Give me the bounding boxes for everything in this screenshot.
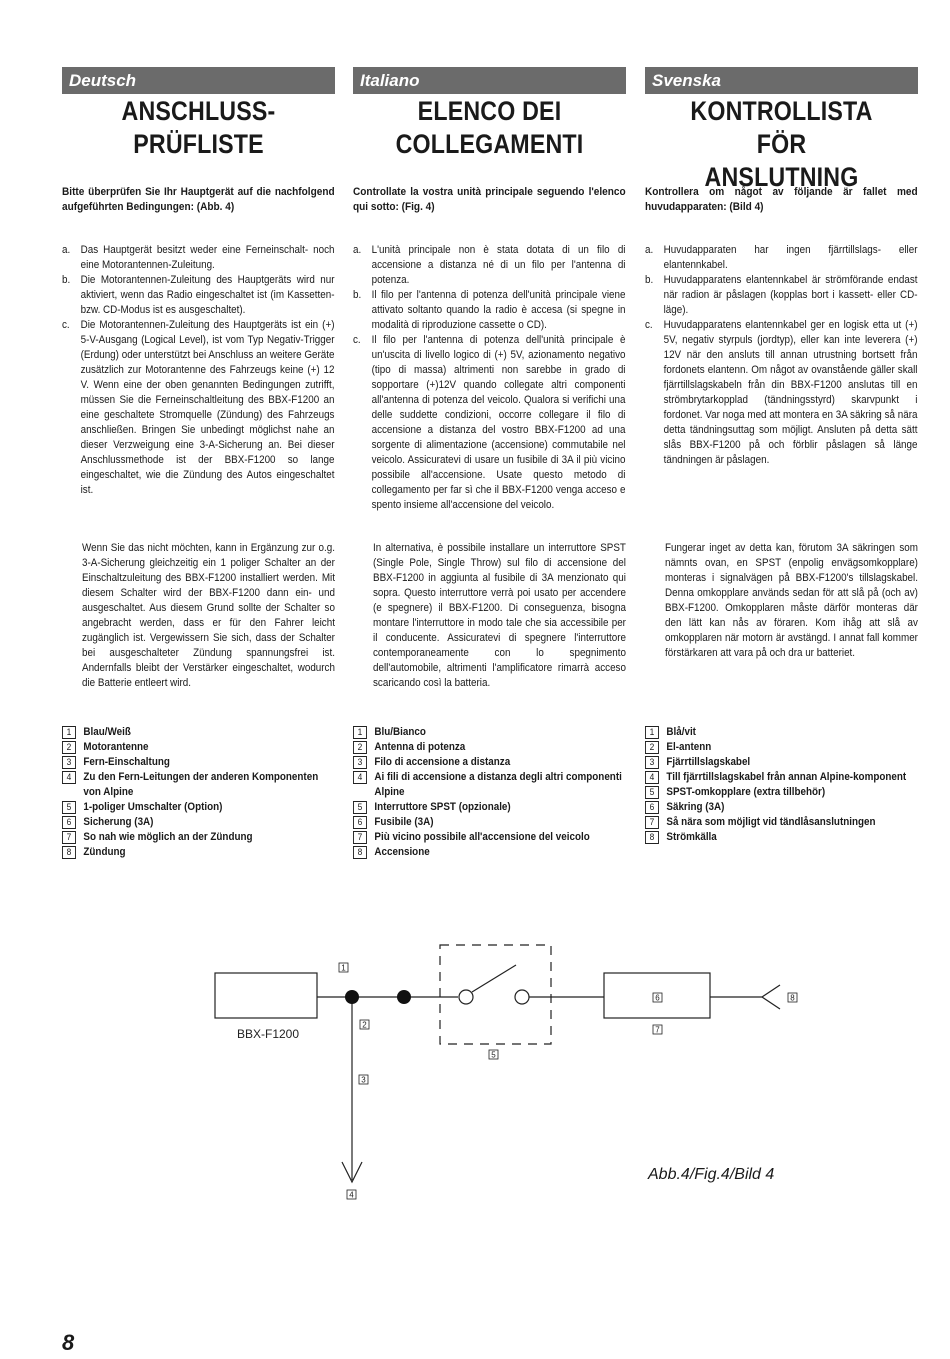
item-text: Das Hauptgerät besitzt weder eine Ferneinschalt- noch eine Motorantennen-Zuleitung.: [80, 244, 335, 271]
junction-dot: [397, 990, 411, 1004]
svg-text:7: 7: [655, 1025, 660, 1035]
switch-lever: [472, 965, 516, 992]
switch-option-frame: [440, 945, 551, 1044]
language-header: Deutsch: [62, 67, 335, 94]
callout-3: [359, 1075, 368, 1085]
title-line-1: KONTROLLISTA FÖR: [690, 96, 873, 159]
item-text: L'unità principale non è stata dotata di un filo di accensione a distanza né di un filo per l'antenna di potenza.: [371, 244, 626, 286]
legend-text: Till fjärrtillslagskabel från annan Alpine-komponent: [666, 771, 907, 783]
intro-text: Bitte überprüfen Sie Ihr Hauptgerät auf die nachfolgend aufgeführten Bedingungen: (Abb. 4): [62, 186, 335, 213]
legend-text: Motorantenne: [83, 741, 149, 753]
legend-number: 1: [353, 726, 367, 739]
legend-text: Zündung: [83, 846, 126, 858]
legend-number: 1: [62, 726, 76, 739]
legend-text: Sicherung (3A): [83, 816, 154, 828]
legend-text: Fusibile (3A): [374, 816, 434, 828]
intro-text: Controllate la vostra unità principale seguendo l'elenco qui sotto: (Fig. 4): [353, 186, 626, 213]
legend-number: 1: [645, 726, 659, 739]
legend-text: Filo di accensione a distanza: [374, 756, 511, 768]
legend-number: 7: [62, 831, 76, 844]
legend-number: 6: [62, 816, 76, 829]
item-marker: b.: [353, 289, 362, 301]
item-text: Die Motorantennen-Zuleitung des Hauptgeräts ist ein (+) 5-V-Ausgang (Logical Level), ist vom Typ Negativ-Trigger (Erdung) oder unterstützt bei Anschluss an weitere Geräte zusätzlich zur Motorantenne des Fahrzeugs keine (+) 12 V. Wenn eine der oben genannten Bedingungen zutrifft, müssen Sie die Ferneinschaltleitung des BBX-F1200 an eine geschaltete Stromquelle (Zündung) des Fahrzeugs anschließen. Bringen Sie unbedingt möglichst nahe an dieser Verzweigung eine 3-A-Sicherung an. Bei dieser Anschlussmethode ist der BBX-F1200 so lange eingeschaltet, wie die Zündung des Autos eingeschaltet ist.: [80, 319, 335, 496]
ignition-terminal: [762, 985, 780, 1009]
callout-8: [788, 993, 797, 1003]
legend-text: SPST-omkopplare (extra tillbehör): [666, 786, 826, 798]
page-number: 8: [62, 1330, 75, 1355]
legend-text: Più vicino possibile all'accensione del veicolo: [374, 831, 590, 843]
junction-dot: [345, 990, 359, 1004]
item-marker: a.: [353, 244, 362, 256]
callout-5: [489, 1050, 498, 1060]
amplifier-box: [215, 973, 317, 1018]
svg-text:4: 4: [349, 1190, 354, 1200]
legend-text: Fjärrtillslagskabel: [666, 756, 751, 768]
svg-text:3: 3: [361, 1075, 366, 1085]
legend-number: 5: [62, 801, 76, 814]
legend-text: Antenna di potenza: [374, 741, 466, 753]
callout-6: [653, 993, 662, 1003]
body-paragraph: Fungerar inget av detta kan, förutom 3A säkringen som nämnts ovan, en SPST (enpolig envägsomkopplare) monteras i signalvägen på BBX-F1200's tillslagskabel. Denna omkopplare används sedan för att slå på (och av) BBX-F1200. Omkopplaren måste därför monteras där den lätt kan nås av föraren. Kom ihåg att slå av omkopplaren när motorn är avstängd. I annat fall kommer förstärkaren att vara på och dra ur batteriet.: [665, 542, 918, 659]
language-header: Italiano: [353, 67, 626, 94]
legend-number: 7: [353, 831, 367, 844]
legend-text: 1-poliger Umschalter (Option): [83, 801, 223, 813]
legend-number: 8: [353, 846, 367, 859]
legend-number: 5: [353, 801, 367, 814]
legend-number: 8: [62, 846, 76, 859]
title-line-2: ANSLUTNING: [704, 162, 859, 192]
callout-1: [339, 963, 348, 973]
callout-7: [653, 1025, 662, 1035]
legend-text: Ai fili di accensione a distanza degli altri componenti Alpine: [374, 771, 622, 798]
legend-text: Strömkälla: [666, 831, 717, 843]
svg-text:2: 2: [362, 1020, 367, 1030]
legend-number: 8: [645, 831, 659, 844]
legend-number: 6: [645, 801, 659, 814]
body-paragraph: Wenn Sie das nicht möchten, kann in Ergänzung zur o.g. 3-A-Sicherung gleichzeitig ein 1 poliger Schalter an der Einschaltzuleitung des BBX-F1200 installiert werden. Mit diesem Schalter wird der BBX-F1200 dann ein- und ausgeschaltet. Aus diesem Grund sollte der Schalter so angebracht werden, dass er für den Fahrer leicht zugänglich ist. Vergewissern Sie sich, dass der Schalter bei ausgeschalteter Zündung spannungsfrei ist. Andernfalls bleibt der Verstärker eingeschaltet, wodurch die Batterie entleert wird.: [82, 542, 335, 689]
item-text: Huvudapparatens elantennkabel ger en logisk etta ut (+) 5V, negativ styrpuls (jordtyp), eller kan inte leverera (+) 12V när den ansluts till annan utrustning bortsett från fordonets elantenn. Om något av ovanstående gäller skall fjärrtillslagskabeln från din BBX-F1200 anslutas till en strömbrytarkopplad (tändningsstyrd) skarvpunkt i fordonet. Var noga med att montera en 3A säkring så nära detta tändningsuttag som möjligt. Ansluten på detta sätt slås BBX-F1200 på och förblir påslagen så länge tändningen är påslagen.: [663, 319, 918, 466]
title-line-2: PRÜFLISTE: [133, 129, 264, 159]
legend-text: El-antenn: [666, 741, 712, 753]
legend-number: 4: [353, 771, 367, 784]
svg-text:8: 8: [790, 993, 795, 1003]
item-text: Il filo per l'antenna di potenza dell'unità principale viene attivato soltanto quando la radio è accesa (si spegne in modalità di riproduzione cassette o CD).: [371, 289, 626, 331]
figure-caption: Abb.4/Fig.4/Bild 4: [648, 1166, 775, 1183]
legend-number: 2: [353, 741, 367, 754]
item-marker: a.: [645, 244, 654, 256]
legend-number: 4: [645, 771, 659, 784]
legend-text: Så nära som möjligt vid tändlåsanslutningen: [666, 816, 876, 828]
switch-contact-right: [515, 990, 529, 1004]
intro-text: Kontrollera om något av följande är fallet med huvudapparaten: (Bild 4): [645, 186, 918, 213]
item-text: Huvudapparatens elantennkabel är strömförande endast när radion är påslagen (kopplas bort i kassett- eller CD-läge).: [663, 274, 918, 316]
legend-text: So nah wie möglich an der Zündung: [83, 831, 253, 843]
svg-text:5: 5: [491, 1050, 496, 1060]
item-marker: c.: [62, 319, 70, 331]
item-marker: b.: [62, 274, 71, 286]
title-line-1: ELENCO DEI: [417, 96, 562, 126]
legend-number: 3: [645, 756, 659, 769]
item-marker: b.: [645, 274, 654, 286]
body-paragraph: In alternativa, è possibile installare un interruttore SPST (Single Pole, Single Throw) sul filo di accensione del BBX-F1200 in aggiunta al fusibile di 3A menzionato qui sopra. Questo interruttore verrà poi usato per accendere (e spegnere) il BBX-F1200. Di conseguenza, bisogna montare l'interruttore in modo tale che sia accessibile per il conducente. Assicuratevi di spegnere l'interruttore contemporaneamente con lo spegnimento dell'automobile, altrimenti l'amplificatore rimarrà acceso scaricando così la batteria.: [373, 542, 626, 689]
legend-number: 7: [645, 816, 659, 829]
legend-number: 3: [62, 756, 76, 769]
legend-number: 2: [645, 741, 659, 754]
item-marker: c.: [353, 334, 361, 346]
legend-text: Zu den Fern-Leitungen der anderen Komponenten von Alpine: [83, 771, 319, 798]
item-text: Il filo per l'antenna di potenza dell'unità principale è un'uscita di livello logico di (+) 5V, azionamento negativo (tipo di massa) altrimenti non sarebbe in grado di sopportare (+)12V quando collegate altri componenti all'antenna di potenza del veicolo. Qualora si verifichi una delle suddette condizioni, occorre collegare il filo di accensione a distanza del vostro BBX-F1200 ad una sorgente di alimentazione (accensione) commutabile nel veicolo. Assicuratevi di usare un fusibile di 3A il più vicino possibile all'accensione. Usate questo metodo di collegamento per far sì che il BBX-F1200 venga acceso e spento insieme all'accensione del veicolo.: [371, 334, 626, 511]
item-marker: a.: [62, 244, 71, 256]
legend-number: 2: [62, 741, 76, 754]
switch-contact-left: [459, 990, 473, 1004]
callout-2: [360, 1020, 369, 1030]
item-text: Die Motorantennen-Zuleitung des Hauptgeräts wird nur aktiviert, wenn das Radio eingeschaltet ist (im Kassetten- bzw. CD-Modus ist es ausgeschaltet).: [80, 274, 335, 316]
legend-text: Säkring (3A): [666, 801, 725, 813]
legend-number: 5: [645, 786, 659, 799]
item-text: Huvudapparaten har ingen fjärrtillslags- eller elantennkabel.: [663, 244, 918, 271]
legend-number: 4: [62, 771, 76, 784]
legend-number: 6: [353, 816, 367, 829]
callout-4: [347, 1190, 356, 1200]
title-line-1: ANSCHLUSS-: [121, 96, 276, 126]
legend-text: Blu/Bianco: [374, 726, 426, 738]
svg-text:1: 1: [341, 963, 346, 973]
title-line-2: COLLEGAMENTI: [395, 129, 584, 159]
legend-text: Fern-Einschaltung: [83, 756, 170, 768]
legend-text: Blå/vit: [666, 726, 696, 738]
legend-number: 3: [353, 756, 367, 769]
item-marker: c.: [645, 319, 653, 331]
language-header: Svenska: [645, 67, 918, 94]
legend-text: Accensione: [374, 846, 430, 858]
legend-text: Interruttore SPST (opzionale): [374, 801, 511, 813]
svg-text:6: 6: [655, 993, 660, 1003]
device-label: BBX-F1200: [237, 1027, 300, 1041]
legend-text: Blau/Weiß: [83, 726, 131, 738]
